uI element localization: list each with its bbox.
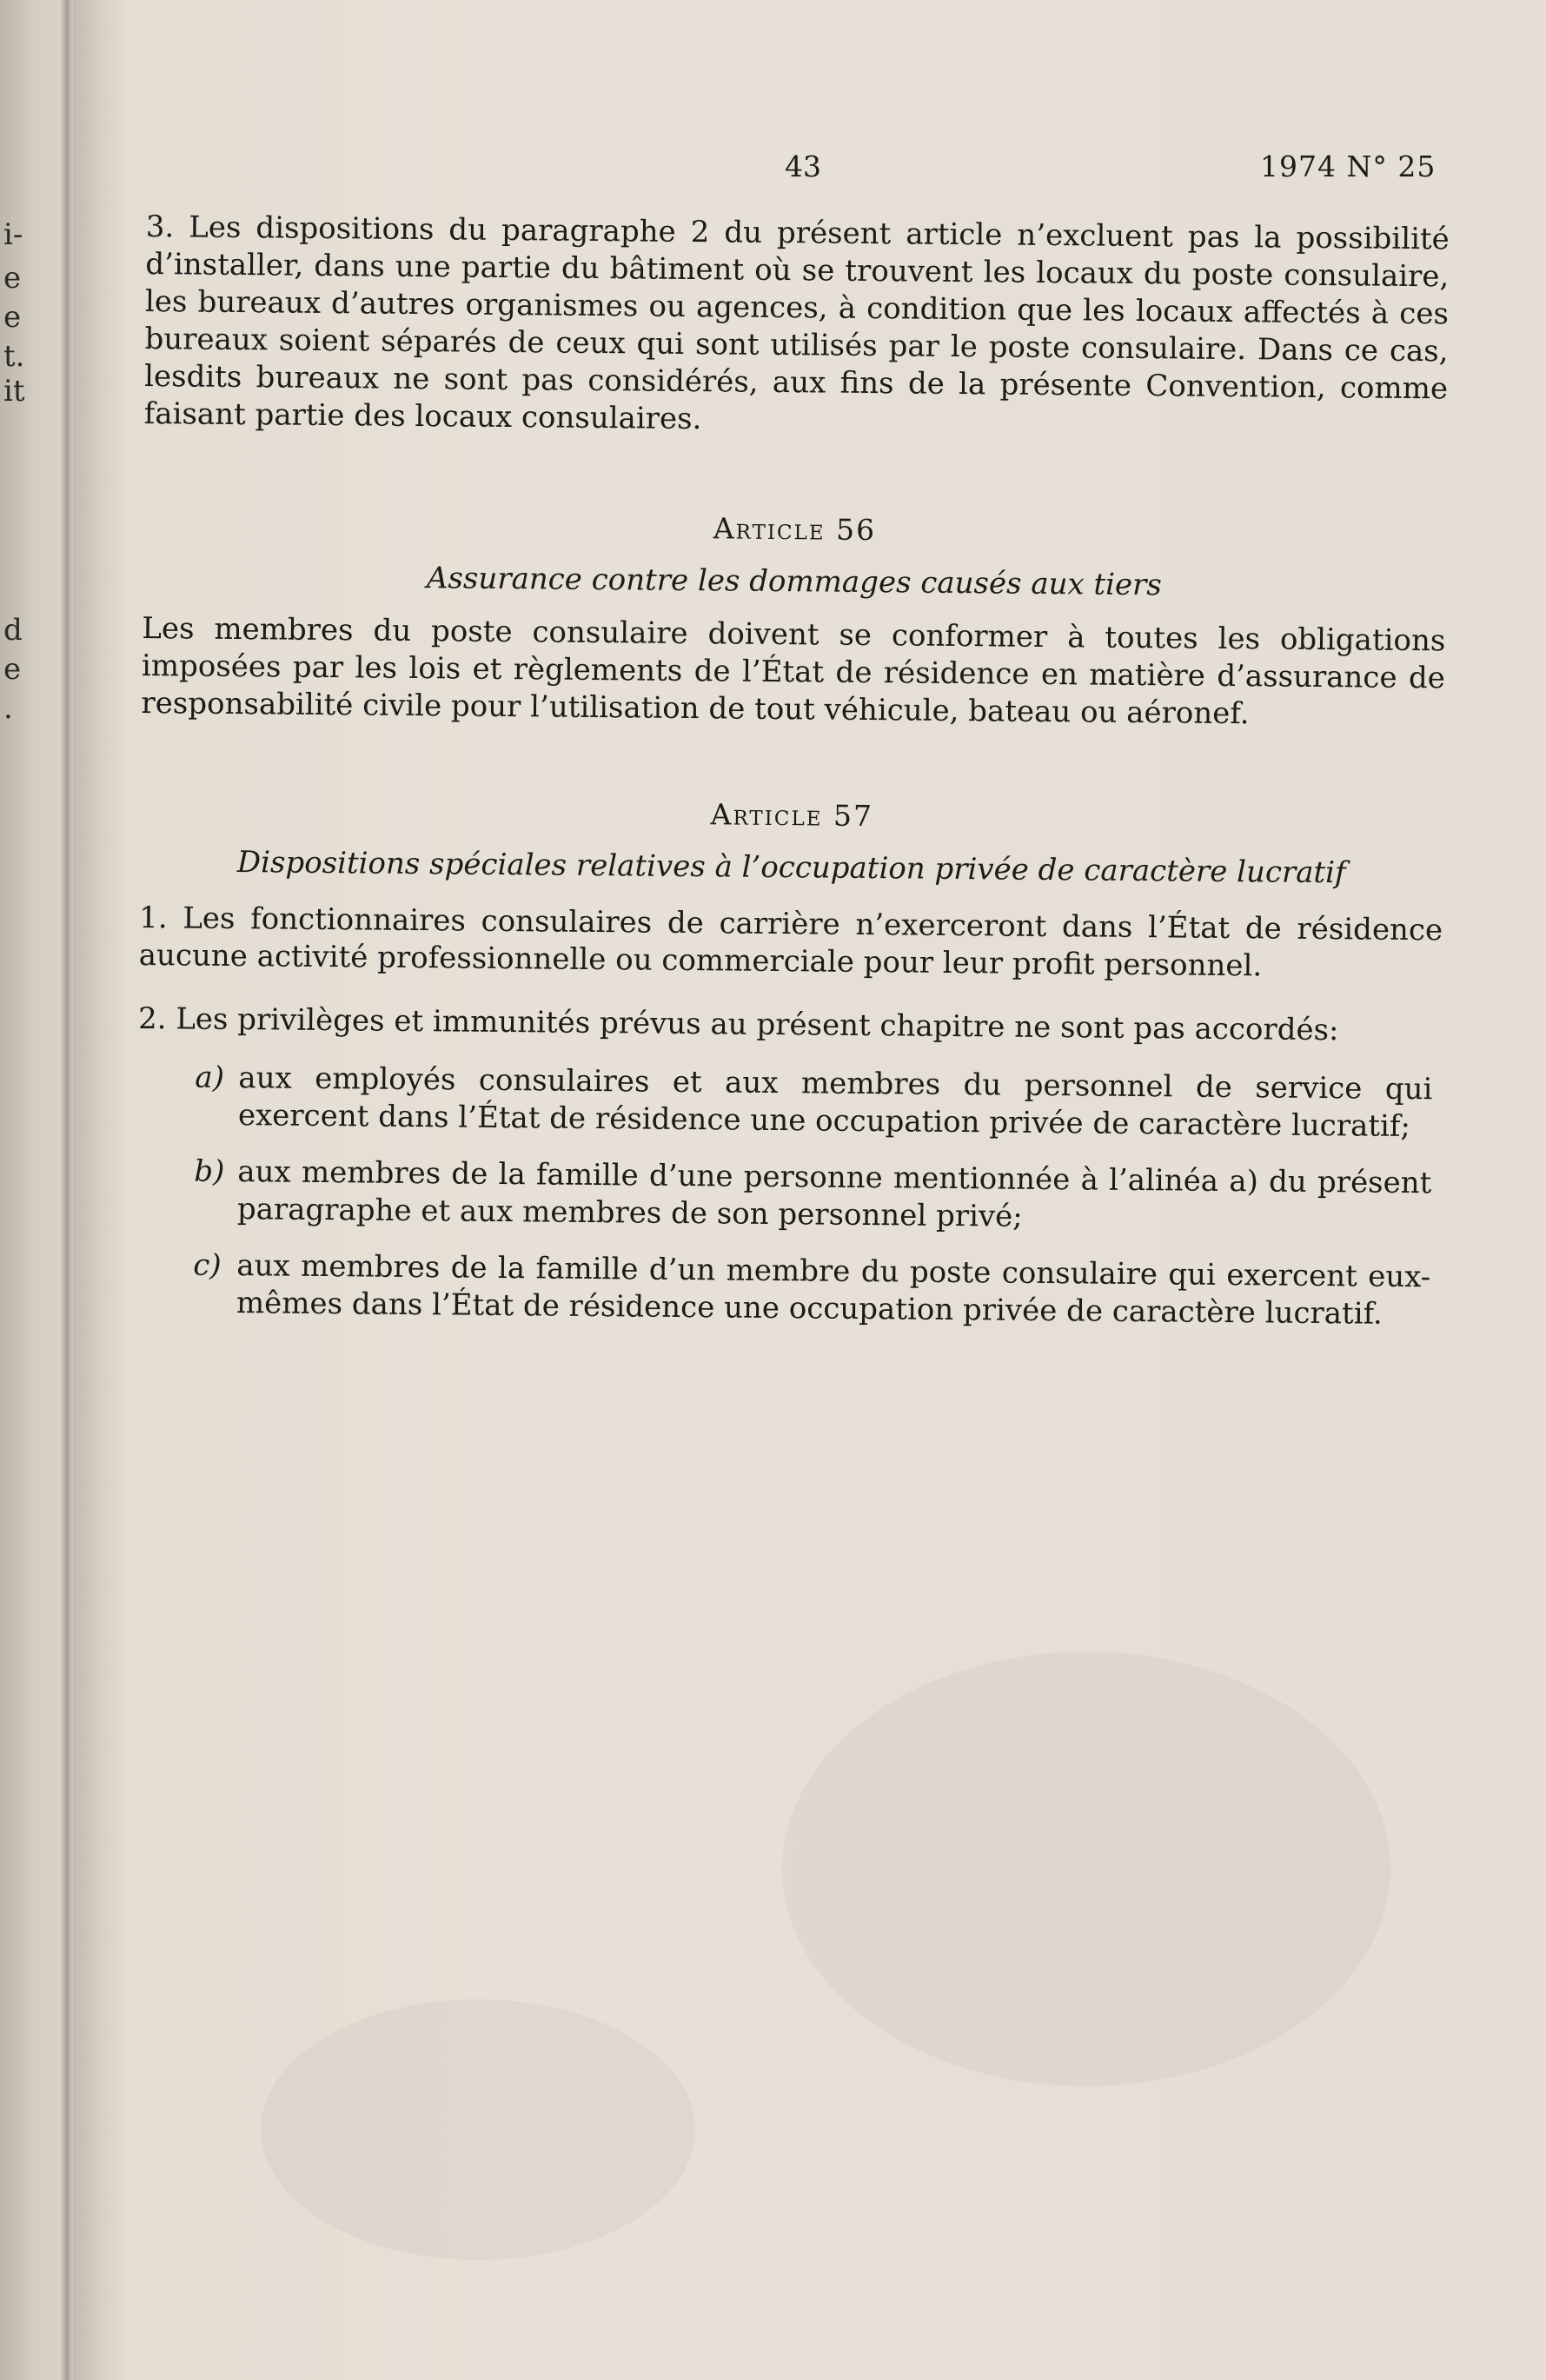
list-marker: a) xyxy=(195,1060,225,1095)
article-57-paragraph-2: 2. Les privilèges et immunités prévus au présent chapitre ne sont pas accordés: xyxy=(137,1001,1339,1048)
paragraph-3: 3. Les dispositions du paragraphe 2 du présent article n’excluent pas la possibilité d’installer, dans une partie du bâtiment où se trouvent les locaux du poste consulaire, les bureaux d’autres organismes ou agences, à condition que les locaux affectés à ces bureaux soient séparés de ceux qui sont utilisés par le poste consulaire. Dans ce cas, lesdits bureaux ne sont pas considérés, aux fins de la présente Convention, comme faisant partie des locaux consulaires. xyxy=(143,209,1450,437)
list-item-b xyxy=(194,1153,1432,1240)
paper-stain xyxy=(782,1652,1390,2086)
gutter-shadow xyxy=(73,0,125,2380)
article-57-title: Dispositions spéciales relatives à l’occupation privée de caractère lucratif xyxy=(236,845,1346,891)
article-56-text: Les membres du poste consulaire doivent se conformer à toutes les obligations imposées par les lois et règlements de l’État de résidence en matière d’assurance de responsabilité civile pour l’utilisation de tout véhicule, bateau ou aéronef. xyxy=(141,610,1446,732)
margin-fragment: d xyxy=(3,613,23,648)
article-56-heading: Article 56 xyxy=(713,511,877,548)
article-57-paragraph-1: 1. Les fonctionnaires consulaires de carrière n’exerceront dans l’État de résidence aucune activité professionnelle ou commerciale pour leur profit personnel. xyxy=(138,900,1443,984)
margin-fragment: i- xyxy=(3,217,23,252)
previous-page-margin xyxy=(0,0,61,2380)
item-list xyxy=(136,1059,1442,1333)
list-item-text: aux membres de la famille d’un membre du poste consulaire qui exercent eux-mêmes dans l’État de résidence une occupation privée de caractère lucratif. xyxy=(236,1248,1431,1332)
paper-stain xyxy=(261,1999,695,2260)
article-56-title: Assurance contre les dommages causés aux tiers xyxy=(426,561,1163,603)
margin-fragment: . xyxy=(3,691,13,726)
margin-fragment: e xyxy=(3,261,22,296)
list-item-text: aux membres de la famille d’une personne mentionnée à l’alinéa a) du présent paragraphe et aux membres de son personnel privé; xyxy=(236,1154,1432,1234)
list-item-a xyxy=(195,1060,1433,1147)
margin-fragment: e xyxy=(3,300,22,335)
margin-fragment: t. xyxy=(3,339,25,374)
list-marker: b) xyxy=(194,1153,225,1189)
year-and-number: 1974 N° 25 xyxy=(1260,150,1437,183)
article-57-heading: Article 57 xyxy=(710,797,874,834)
page-body xyxy=(136,209,1450,1333)
margin-fragment: it xyxy=(3,374,25,409)
list-item-text: aux employés consulaires et aux membres du personnel de service qui exercent dans l’État de résidence une occupation privée de caractère lucratif; xyxy=(237,1060,1433,1145)
book-spine xyxy=(61,0,73,2380)
list-marker: c) xyxy=(193,1247,222,1283)
page-number: 43 xyxy=(785,150,821,183)
list-item-c xyxy=(193,1247,1431,1334)
margin-fragment: e xyxy=(3,652,22,687)
